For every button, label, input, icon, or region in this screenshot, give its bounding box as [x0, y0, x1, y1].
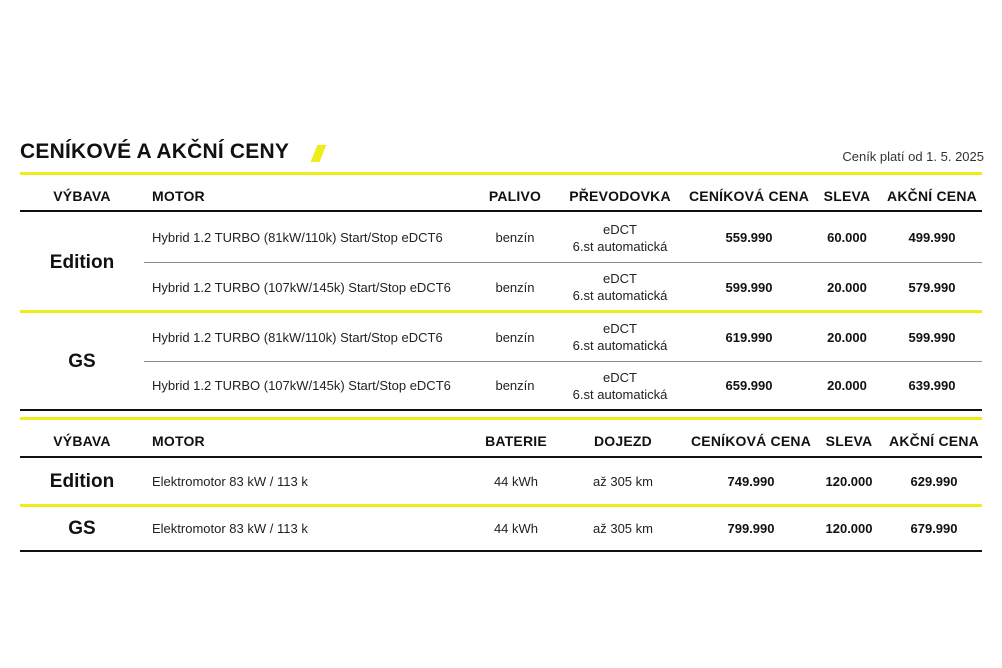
promo-price-cell: 639.990 — [908, 378, 956, 393]
fuel-cell: benzín — [495, 378, 535, 393]
gearbox-type: eDCT — [603, 271, 637, 286]
gearbox-cell — [555, 313, 685, 361]
promo-price-cell: 629.990 — [910, 473, 958, 489]
gearbox-detail: 6.st automatická — [572, 238, 668, 254]
list-price-cell: 799.990 — [727, 521, 775, 536]
column-header-trim: VÝBAVA — [53, 187, 111, 204]
battery-cell: 44 kWh — [493, 521, 539, 536]
discount-cell: 20.000 — [827, 378, 867, 393]
ev-table-top-accent-line — [20, 417, 982, 420]
promo-price-cell: 499.990 — [908, 230, 956, 245]
discount-cell: 120.000 — [825, 521, 873, 536]
fuel-cell: benzín — [495, 230, 535, 245]
gearbox-detail: 6.st automatická — [572, 386, 668, 402]
discount-cell: 120.000 — [825, 473, 873, 489]
gearbox-cell — [555, 263, 685, 311]
column-header-list-price: CENÍKOVÁ CENA — [690, 432, 812, 449]
discount-cell: 60.000 — [827, 230, 867, 245]
column-header-battery: BATERIE — [485, 432, 547, 449]
fuel-cell: benzín — [495, 279, 535, 295]
column-header-discount: SLEVA — [823, 187, 871, 204]
promo-price-cell: 579.990 — [908, 279, 956, 295]
discount-cell: 20.000 — [827, 329, 867, 345]
list-price-cell: 749.990 — [727, 473, 775, 489]
list-price-cell: 659.990 — [725, 378, 773, 393]
battery-cell: 44 kWh — [493, 473, 539, 489]
gearbox-cell — [555, 362, 685, 409]
column-header-list-price: CENÍKOVÁ CENA — [688, 187, 810, 204]
list-price-cell: 599.990 — [725, 279, 773, 295]
motor-cell: Hybrid 1.2 TURBO (81kW/110k) Start/Stop eDCT6 — [152, 329, 443, 345]
column-header-trim: VÝBAVA — [53, 432, 111, 449]
gearbox-detail: 6.st automatická — [572, 288, 668, 303]
fuel-cell: benzín — [495, 329, 535, 345]
page-title: CENÍKOVÉ A AKČNÍ CENY — [20, 140, 290, 163]
list-price-cell: 559.990 — [725, 230, 773, 245]
motor-cell: Hybrid 1.2 TURBO (107kW/145k) Start/Stop eDCT6 — [152, 378, 451, 393]
column-header-range: DOJEZD — [594, 432, 652, 449]
column-header-promo-price: AKČNÍ CENA — [889, 432, 979, 449]
promo-price-cell: 679.990 — [910, 521, 958, 536]
gearbox-type: eDCT — [603, 221, 637, 237]
motor-cell: Hybrid 1.2 TURBO (107kW/145k) Start/Stop eDCT6 — [152, 279, 451, 295]
column-header-gearbox: PŘEVODOVKA — [569, 187, 671, 204]
trim-label-gs: GS — [68, 518, 96, 539]
range-cell: až 305 km — [593, 473, 653, 489]
header-divider — [20, 210, 982, 212]
trim-label-edition: Edition — [49, 251, 115, 273]
trim-label-edition: Edition — [49, 470, 115, 492]
list-price-cell: 619.990 — [725, 329, 773, 345]
table-top-accent-line — [20, 172, 982, 175]
gearbox-type: eDCT — [603, 321, 637, 336]
promo-price-cell: 599.990 — [908, 329, 956, 345]
gearbox-cell — [555, 213, 685, 262]
motor-cell: Elektromotor 83 kW / 113 k — [152, 521, 308, 536]
table-bottom-line — [20, 409, 982, 411]
column-header-fuel: PALIVO — [488, 187, 542, 204]
accent-slash-icon — [311, 145, 327, 162]
ev-table-bottom-line — [20, 550, 982, 552]
price-list-validity: Ceník platí od 1. 5. 2025 — [842, 149, 984, 164]
discount-cell: 20.000 — [827, 279, 867, 295]
gearbox-detail: 6.st automatická — [572, 338, 668, 353]
motor-cell: Elektromotor 83 kW / 113 k — [152, 473, 308, 489]
trim-label-gs: GS — [68, 350, 96, 372]
column-header-motor: MOTOR — [152, 432, 205, 449]
column-header-discount: SLEVA — [825, 432, 873, 449]
motor-cell: Hybrid 1.2 TURBO (81kW/110k) Start/Stop eDCT6 — [152, 230, 443, 245]
column-header-promo-price: AKČNÍ CENA — [887, 187, 977, 204]
range-cell: až 305 km — [593, 521, 653, 536]
gearbox-type: eDCT — [603, 369, 637, 385]
price-list-header — [20, 140, 984, 170]
column-header-motor: MOTOR — [152, 187, 205, 204]
